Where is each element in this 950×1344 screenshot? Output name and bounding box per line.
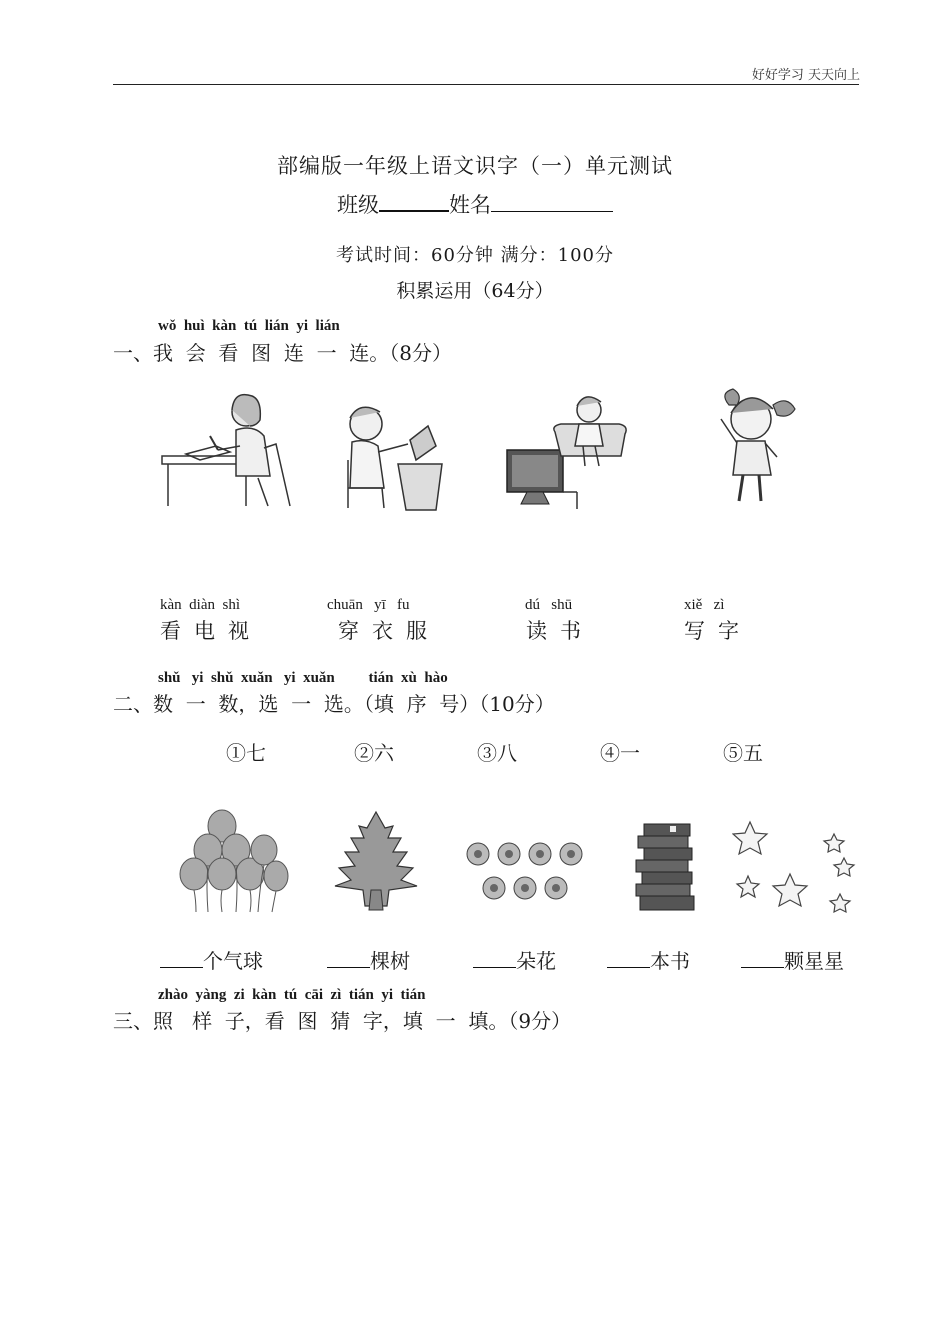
header-slogan: 好好学习 天天向上 xyxy=(751,68,860,83)
word-3-pinyin: dú shū xyxy=(525,597,573,613)
name-label: 姓名 xyxy=(449,193,491,217)
reading-icon[interactable] xyxy=(338,400,448,512)
q2-question: 二、数 一 数，选 一 选。（填 序 号）（10分） xyxy=(113,692,555,716)
option-5: ⑤五 xyxy=(723,741,763,765)
word-2-pinyin: chuān yī fu xyxy=(327,597,410,613)
balloons-icon xyxy=(178,808,290,916)
blank-balloons[interactable] xyxy=(160,945,263,974)
tv-watching-icon[interactable] xyxy=(503,394,628,512)
blank-trees-label: 棵树 xyxy=(370,949,410,973)
option-4: ④一 xyxy=(600,741,640,765)
blank-stars[interactable] xyxy=(741,945,844,974)
q3-pinyin: zhào yàng zi kàn tú cāi zì tián yi tián xyxy=(158,987,426,1003)
books-icon xyxy=(630,820,700,914)
option-3: ③八 xyxy=(477,741,517,765)
q3-question: 三、照 样 子，看 图 猜 字，填 一 填。（9分） xyxy=(113,1009,572,1033)
section-accumulation-title: 积累运用（64分） xyxy=(396,280,554,302)
exam-info: 考试时间：60分钟 满分：100分 xyxy=(336,245,614,266)
stars-icon xyxy=(732,820,860,916)
blank-books-label: 本书 xyxy=(650,949,690,973)
blank-flowers-label: 朵花 xyxy=(516,949,556,973)
tree-icon xyxy=(333,810,419,912)
class-label: 班级 xyxy=(337,193,379,217)
header-divider xyxy=(113,84,859,85)
word-3-text[interactable]: 读书 xyxy=(526,619,594,643)
blank-stars-label: 颗星星 xyxy=(784,949,844,973)
blank-balloons-label: 个气球 xyxy=(203,949,263,973)
word-1-text[interactable]: 看电视 xyxy=(160,619,262,643)
class-name-line xyxy=(0,189,950,219)
class-blank[interactable] xyxy=(379,192,449,212)
word-4-text[interactable]: 写字 xyxy=(684,619,752,643)
dressing-icon[interactable] xyxy=(703,383,803,511)
writing-icon[interactable] xyxy=(158,388,298,513)
option-2: ②六 xyxy=(354,741,394,765)
q2-pinyin: shǔ yi shǔ xuǎn yi xuǎn tián xù hào xyxy=(158,670,448,686)
flowers-icon xyxy=(466,838,584,904)
name-blank[interactable] xyxy=(491,193,613,212)
word-2-text[interactable]: 穿衣服 xyxy=(338,619,440,643)
q1-pinyin: wǒ huì kàn tú lián yi lián xyxy=(158,318,340,334)
word-1-pinyin: kàn diàn shì xyxy=(160,597,240,613)
option-1: ①七 xyxy=(226,741,266,765)
blank-trees[interactable] xyxy=(327,945,410,974)
word-4-pinyin: xiě zì xyxy=(684,597,725,613)
page-title: 部编版一年级上语文识字（一）单元测试 xyxy=(277,154,673,178)
blank-flowers[interactable] xyxy=(473,945,556,974)
blank-books[interactable] xyxy=(607,945,690,974)
q1-question: 一、我 会 看 图 连 一 连。（8分） xyxy=(113,341,453,365)
